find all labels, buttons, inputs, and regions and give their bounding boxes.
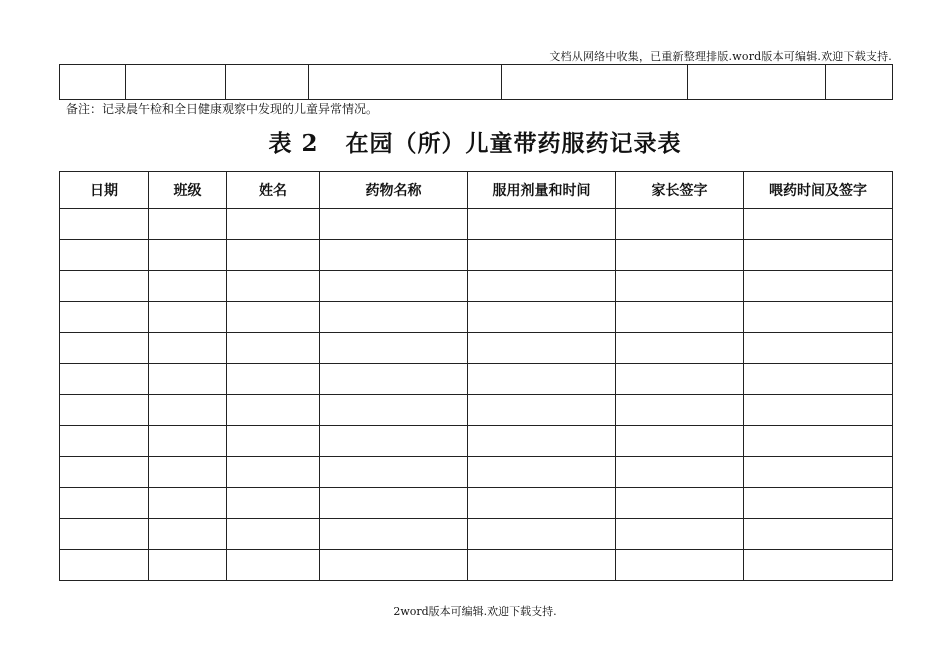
table-cell[interactable]	[149, 333, 227, 364]
table-cell[interactable]	[227, 364, 320, 395]
table-body	[60, 209, 893, 581]
table-row	[60, 488, 893, 519]
table-cell[interactable]	[320, 302, 468, 333]
table-cell[interactable]	[60, 519, 149, 550]
table-cell[interactable]	[468, 457, 616, 488]
table-row	[60, 209, 893, 240]
table-cell[interactable]	[468, 302, 616, 333]
table-cell[interactable]	[468, 209, 616, 240]
table-cell[interactable]	[744, 519, 893, 550]
table-cell[interactable]	[744, 426, 893, 457]
table-cell[interactable]	[616, 209, 744, 240]
table-cell[interactable]	[149, 364, 227, 395]
table-row	[60, 457, 893, 488]
table-cell[interactable]	[468, 333, 616, 364]
table-cell[interactable]	[149, 271, 227, 302]
table-cell[interactable]	[616, 240, 744, 271]
table-cell[interactable]	[320, 550, 468, 581]
table-cell[interactable]	[60, 550, 149, 581]
table-cell[interactable]	[616, 271, 744, 302]
remark-note: 备注：记录晨午检和全日健康观察中发现的儿童异常情况。	[66, 102, 379, 116]
table-cell[interactable]	[227, 240, 320, 271]
table-cell[interactable]	[320, 240, 468, 271]
table-cell[interactable]	[744, 333, 893, 364]
table-cell[interactable]	[60, 333, 149, 364]
column-header-dosage-time: 服用剂量和时间	[468, 172, 616, 209]
table-cell[interactable]	[149, 488, 227, 519]
page-title: 表 2 在园（所）儿童带药服药记录表	[268, 130, 682, 157]
table-cell[interactable]	[149, 519, 227, 550]
table-cell[interactable]	[744, 457, 893, 488]
table-cell[interactable]	[616, 488, 744, 519]
table-cell[interactable]	[149, 395, 227, 426]
table-cell[interactable]	[149, 550, 227, 581]
footer-note: 2word版本可编辑.欢迎下载支持.	[393, 605, 557, 618]
table-row	[60, 65, 893, 100]
table-cell[interactable]	[320, 395, 468, 426]
table-cell[interactable]	[320, 519, 468, 550]
table-cell[interactable]	[227, 457, 320, 488]
table-cell[interactable]	[126, 65, 226, 100]
table-cell[interactable]	[744, 364, 893, 395]
table-cell[interactable]	[468, 426, 616, 457]
table-cell[interactable]	[744, 550, 893, 581]
table-header-row	[60, 172, 893, 209]
table-cell[interactable]	[149, 302, 227, 333]
table-row	[60, 271, 893, 302]
table-cell[interactable]	[502, 65, 688, 100]
table-row	[60, 333, 893, 364]
table-cell[interactable]	[744, 488, 893, 519]
table-row	[60, 395, 893, 426]
table-cell[interactable]	[616, 364, 744, 395]
table-cell[interactable]	[226, 65, 309, 100]
table-cell[interactable]	[60, 364, 149, 395]
previous-table-fragment	[59, 64, 893, 100]
table-cell[interactable]	[320, 364, 468, 395]
table-cell[interactable]	[468, 550, 616, 581]
table-cell[interactable]	[468, 240, 616, 271]
table-cell[interactable]	[320, 457, 468, 488]
table-cell[interactable]	[320, 271, 468, 302]
table-cell[interactable]	[60, 302, 149, 333]
table-cell[interactable]	[149, 240, 227, 271]
medication-record-table	[59, 171, 893, 581]
table-cell[interactable]	[468, 271, 616, 302]
table-row	[60, 519, 893, 550]
table-cell[interactable]	[60, 457, 149, 488]
column-header-administration-signature: 喂药时间及签字	[744, 172, 893, 209]
table-cell[interactable]	[309, 65, 502, 100]
table-cell[interactable]	[468, 364, 616, 395]
table-cell[interactable]	[60, 488, 149, 519]
header-note: 文档从网络中收集，已重新整理排版.word版本可编辑.欢迎下载支持.	[549, 50, 892, 63]
table-cell[interactable]	[227, 209, 320, 240]
table-cell[interactable]	[744, 302, 893, 333]
table-cell[interactable]	[616, 550, 744, 581]
table-cell[interactable]	[227, 426, 320, 457]
table-cell[interactable]	[227, 550, 320, 581]
table-row	[60, 364, 893, 395]
table-row	[60, 302, 893, 333]
table-cell[interactable]	[227, 488, 320, 519]
table-cell[interactable]	[826, 65, 893, 100]
table-cell[interactable]	[616, 519, 744, 550]
table-cell[interactable]	[320, 209, 468, 240]
table-cell[interactable]	[320, 333, 468, 364]
table-cell[interactable]	[616, 426, 744, 457]
table-cell[interactable]	[60, 65, 126, 100]
table-cell[interactable]	[149, 209, 227, 240]
table-cell[interactable]	[60, 426, 149, 457]
table-cell[interactable]	[616, 333, 744, 364]
table-cell[interactable]	[60, 271, 149, 302]
table-cell[interactable]	[744, 271, 893, 302]
table-row	[60, 550, 893, 581]
column-header-class: 班级	[149, 172, 227, 209]
table-cell[interactable]	[744, 395, 893, 426]
table-cell[interactable]	[468, 488, 616, 519]
table-cell[interactable]	[744, 240, 893, 271]
column-header-date: 日期	[60, 172, 149, 209]
column-header-parent-signature: 家长签字	[616, 172, 744, 209]
column-header-medicine-name: 药物名称	[320, 172, 468, 209]
table-cell[interactable]	[616, 395, 744, 426]
table-cell[interactable]	[227, 333, 320, 364]
table-cell[interactable]	[616, 302, 744, 333]
table-cell[interactable]	[60, 240, 149, 271]
table-cell[interactable]	[149, 426, 227, 457]
table-cell[interactable]	[227, 519, 320, 550]
table-cell[interactable]	[60, 395, 149, 426]
table-cell[interactable]	[468, 395, 616, 426]
table-cell[interactable]	[320, 488, 468, 519]
table-cell[interactable]	[320, 426, 468, 457]
table-row	[60, 240, 893, 271]
table-cell[interactable]	[468, 519, 616, 550]
table-cell[interactable]	[227, 395, 320, 426]
table-cell[interactable]	[616, 457, 744, 488]
table-cell[interactable]	[744, 209, 893, 240]
table-cell[interactable]	[60, 209, 149, 240]
table-row	[60, 426, 893, 457]
table-cell[interactable]	[227, 271, 320, 302]
table-cell[interactable]	[149, 457, 227, 488]
column-header-name: 姓名	[227, 172, 320, 209]
table-cell[interactable]	[688, 65, 826, 100]
table-cell[interactable]	[227, 302, 320, 333]
